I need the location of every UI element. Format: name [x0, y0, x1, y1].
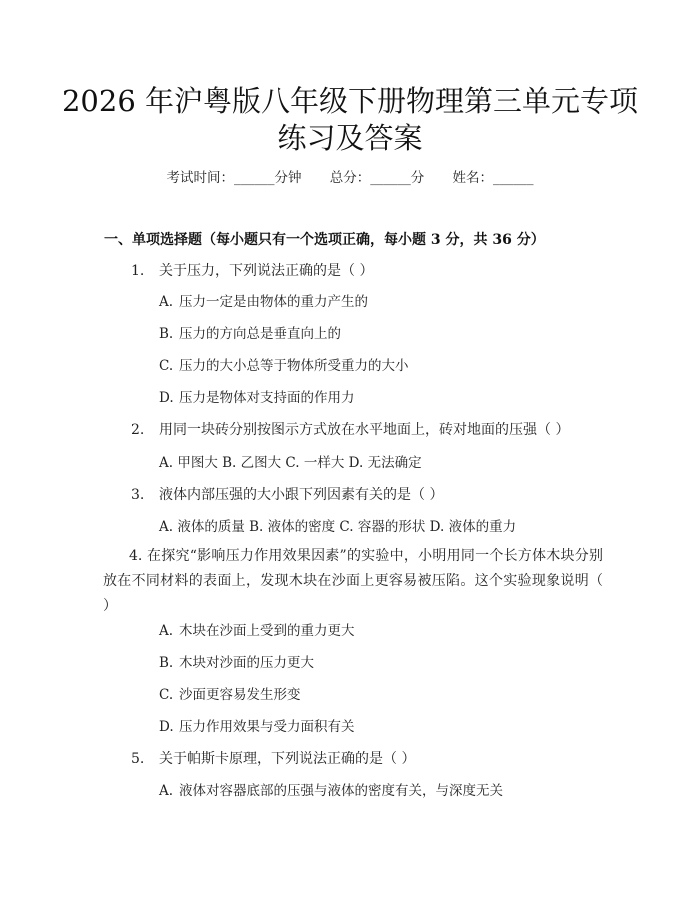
exam-info — [0, 169, 700, 187]
option-text: 压力是物体对支持面的作用力 — [179, 390, 355, 406]
question-text: 关于压力，下列说法正确的是（ ） — [159, 263, 374, 279]
section-heading: 一、单项选择题（每小题只有一个选项正确，每小题 3 分，共 36 分） — [104, 232, 545, 248]
option-d — [159, 389, 355, 407]
option-label: A. — [159, 783, 174, 799]
option-label: C. — [159, 687, 174, 703]
question-number: 1. — [131, 263, 145, 279]
option-label: C. — [159, 358, 174, 374]
question-2 — [131, 421, 569, 439]
options-row: A. 液体的质量 B. 液体的密度 C. 容器的形状 D. 液体的重力 — [159, 519, 517, 535]
page-title-line2: 练习及答案 — [277, 121, 423, 155]
option-text: 压力的方向总是垂直向上的 — [179, 326, 341, 342]
question-number: 2. — [131, 422, 145, 438]
option-a — [159, 293, 368, 311]
question-1 — [131, 262, 373, 280]
option-text: 木块在沙面上受到的重力更大 — [179, 623, 355, 639]
question-number: 5. — [131, 751, 145, 767]
total-score-field: 总分：______分 — [329, 170, 425, 186]
option-label: D. — [159, 390, 174, 406]
option-a — [159, 622, 355, 640]
option-text: 液体对容器底部的压强与液体的密度有关，与深度无关 — [179, 783, 503, 799]
option-a — [159, 782, 503, 800]
options-row: A. 甲图大 B. 乙图大 C. 一样大 D. 无法确定 — [159, 455, 422, 471]
option-b — [159, 654, 314, 672]
exam-time-field: 考试时间：______分钟 — [166, 170, 302, 186]
question-5 — [131, 750, 415, 768]
question-text: 关于帕斯卡原理，下列说法正确的是（ ） — [159, 751, 416, 767]
question-4: 4. 在探究“影响压力作用效果因素”的实验中，小明用同一个长方体木块分别放在不同材料的表面上，发现木块在沙面上更容易被压陷。这个实验现象说明（ ） — [103, 548, 603, 614]
student-name-field: 姓名：______ — [452, 170, 534, 186]
option-c — [159, 357, 409, 375]
option-b — [159, 325, 341, 343]
option-text: 压力一定是由物体的重力产生的 — [179, 294, 368, 310]
option-label: D. — [159, 719, 174, 735]
option-c — [159, 686, 301, 704]
option-text: 沙面更容易发生形变 — [179, 687, 301, 703]
option-text: 压力作用效果与受力面积有关 — [179, 719, 355, 735]
option-text: 木块对沙面的压力更大 — [179, 655, 314, 671]
question-number: 3. — [131, 487, 145, 503]
question-text: 液体内部压强的大小跟下列因素有关的是（ ） — [159, 487, 444, 503]
option-label: A. — [159, 623, 174, 639]
option-label: B. — [159, 326, 174, 342]
option-text: 压力的大小总等于物体所受重力的大小 — [179, 358, 409, 374]
question-3 — [131, 486, 443, 504]
option-label: A. — [159, 294, 174, 310]
option-d — [159, 718, 355, 736]
page-title: 2026 年沪粤版八年级下册物理第三单元专项 — [61, 84, 639, 118]
question-text: 用同一块砖分别按图示方式放在水平地面上，砖对地面的压强（ ） — [159, 422, 570, 438]
option-label: B. — [159, 655, 174, 671]
